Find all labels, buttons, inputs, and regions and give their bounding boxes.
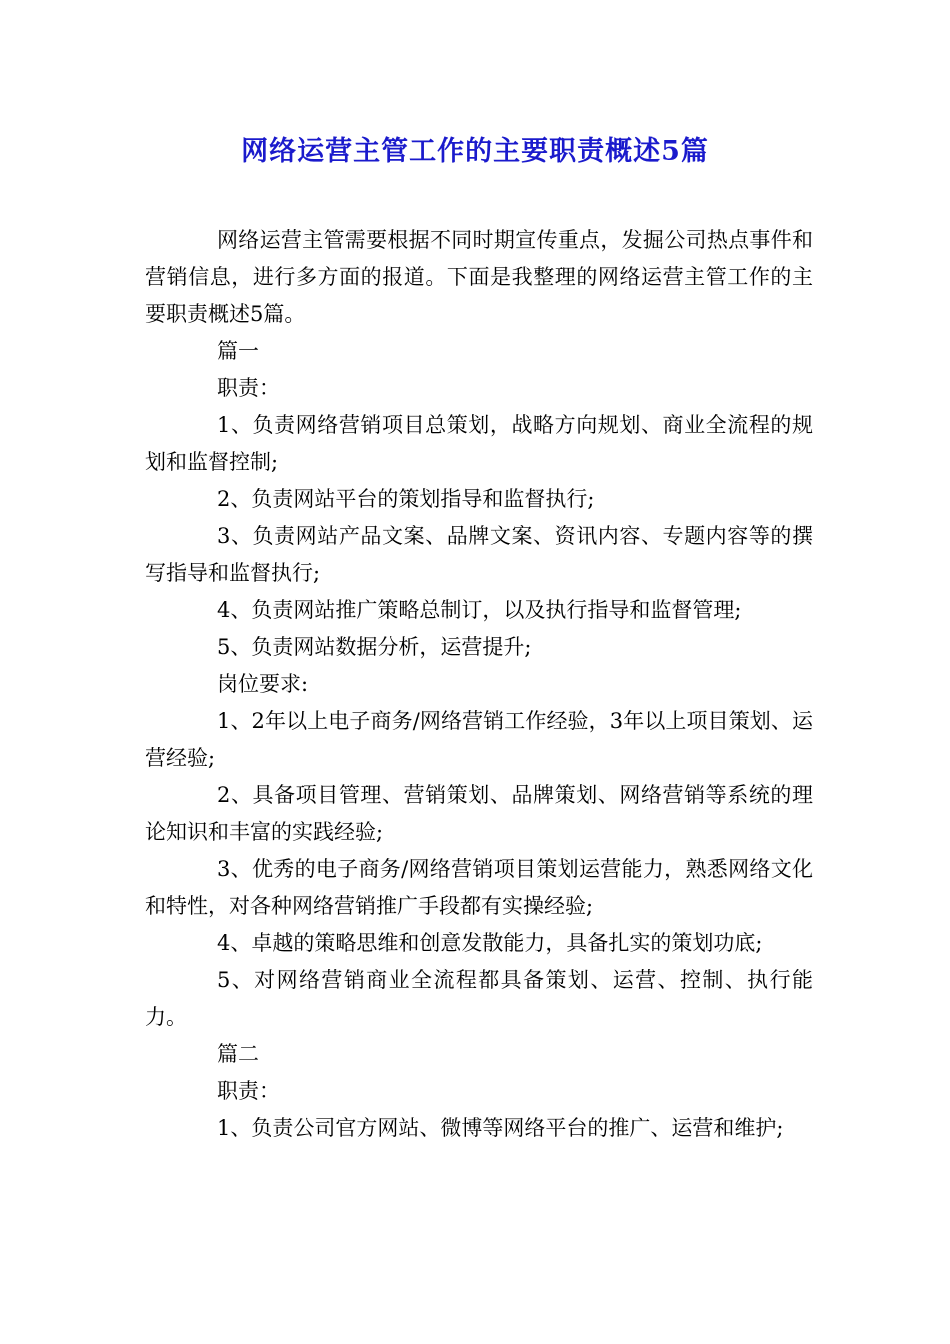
requirement-item-3: 3、优秀的电子商务/网络营销项目策划运营能力，熟悉网络文化和特性，对各种网络营销推广手段都有实操经验;: [145, 857, 813, 918]
duty-item-2: 2、负责网站平台的策划指导和监督执行;: [217, 487, 595, 511]
section-heading-2: 篇二: [217, 1042, 259, 1066]
document-body: [145, 222, 813, 1147]
duty-item-1: 1、负责网络营销项目总策划，战略方向规划、商业全流程的规划和监督控制;: [145, 413, 813, 474]
requirements-heading: 岗位要求:: [217, 672, 309, 696]
duty-item-5: 5、负责网站数据分析，运营提升;: [217, 635, 532, 659]
document-title: 网络运营主管工作的主要职责概述5篇: [241, 136, 709, 167]
requirement-item-4: 4、卓越的策略思维和创意发散能力，具备扎实的策划功底;: [217, 931, 763, 955]
requirement-item-5: 5、对网络营销商业全流程都具备策划、运营、控制、执行能力。: [145, 968, 813, 1029]
section-heading-1: 篇一: [217, 339, 259, 363]
intro-paragraph: 网络运营主管需要根据不同时期宣传重点，发掘公司热点事件和营销信息，进行多方面的报道。下面是我整理的网络运营主管工作的主要职责概述5篇。: [145, 228, 813, 326]
duties-heading-2: 职责：: [217, 1079, 280, 1103]
duty-item-4: 4、负责网站推广策略总制订，以及执行指导和监督管理;: [217, 598, 742, 622]
duties-heading-1: 职责：: [217, 376, 280, 400]
requirement-item-2: 2、具备项目管理、营销策划、品牌策划、网络营销等系统的理论知识和丰富的实践经验;: [145, 783, 813, 844]
requirement-item-1: 1、2年以上电子商务/网络营销工作经验，3年以上项目策划、运营经验;: [145, 709, 813, 770]
duty-item-3: 3、负责网站产品文案、品牌文案、资讯内容、专题内容等的撰写指导和监督执行;: [145, 524, 813, 585]
duty-item-2-1: 1、负责公司官方网站、微博等网络平台的推广、运营和维护;: [217, 1116, 784, 1140]
